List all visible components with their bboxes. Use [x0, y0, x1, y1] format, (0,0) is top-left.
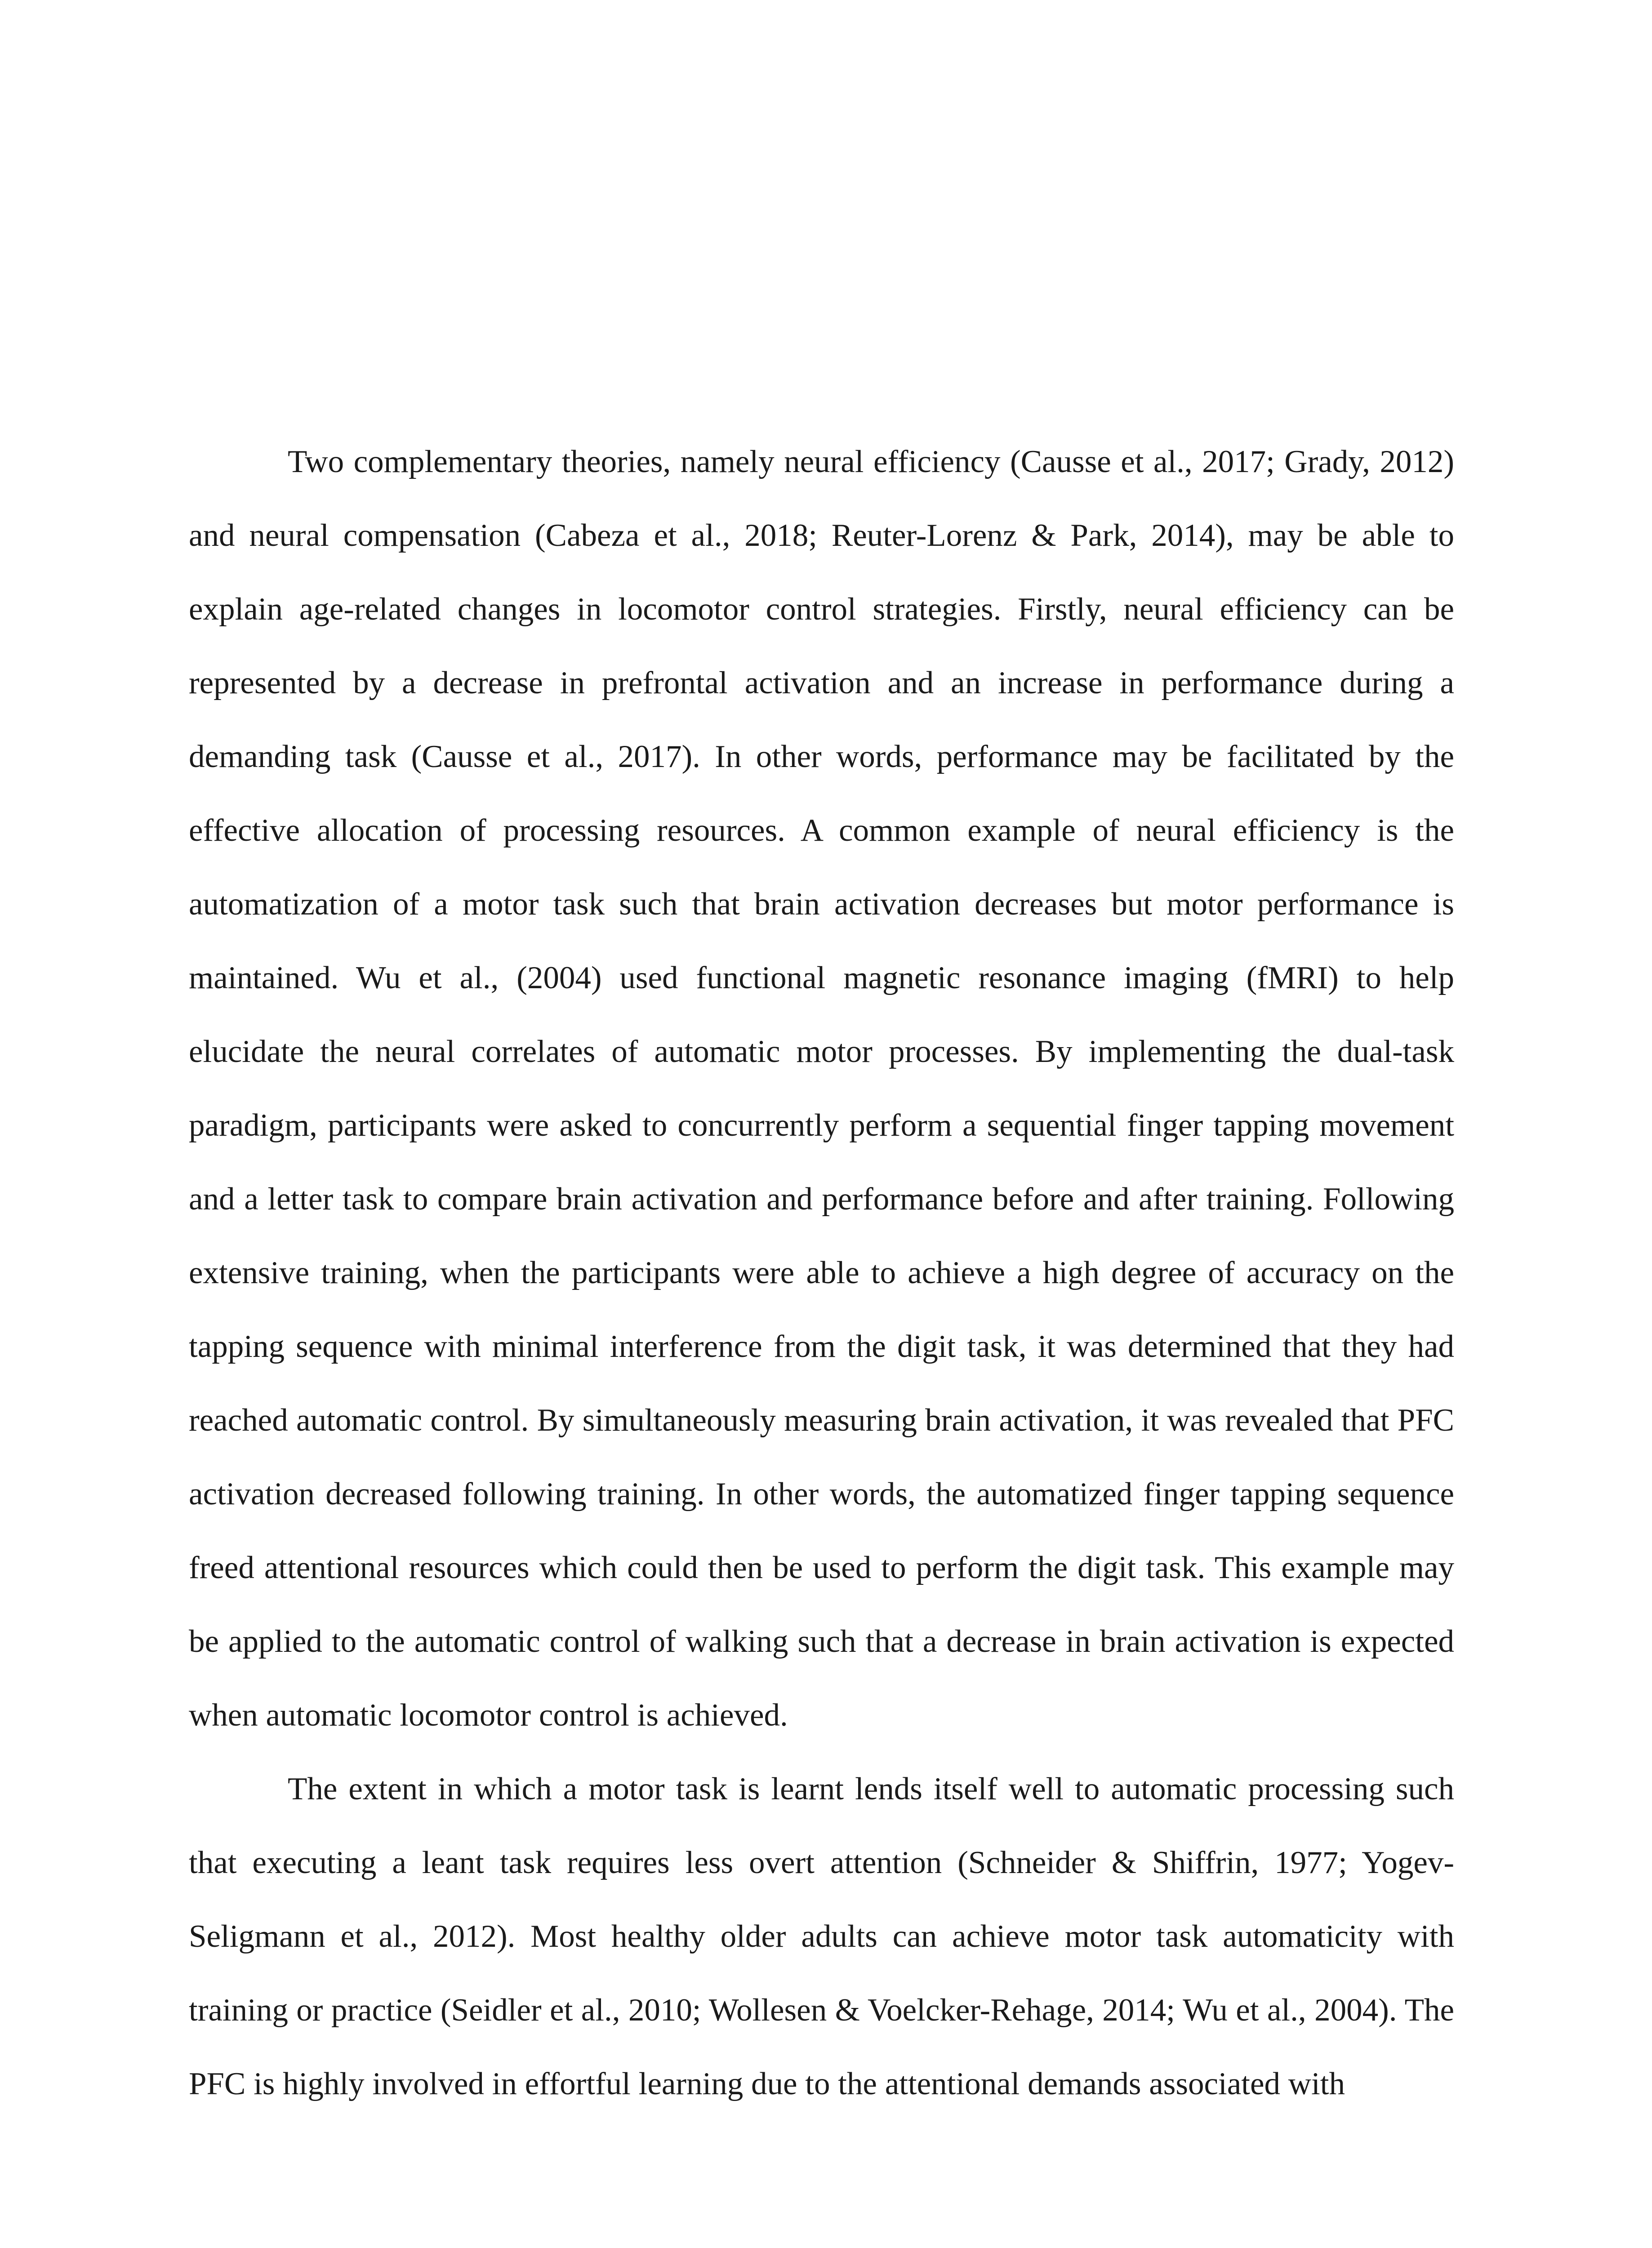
paragraph-motor-learning: The extent in which a motor task is learnt lends itself well to automatic processing such that executing a leant task requires less overt attention (Schneider & Shiffrin, 1977; Yogev-Seligmann et al., 2012). Most healthy older adults can achieve motor task automaticity with training or practice (Seidler et al., 2010; Wollesen & Voelcker-Rehage, 2014; Wu et al., 2004). The PFC is highly involved in effortful learning due to the attentional demands associated with: [189, 1771, 1454, 2101]
body-text: [189, 425, 1454, 2121]
paragraph-neural-efficiency: Two complementary theories, namely neural efficiency (Causse et al., 2017; Grady, 2012) and neural compensation (Cabeza et al., 2018; Reuter-Lorenz & Park, 2014), may be able to explain age-related changes in locomotor control strategies. Firstly, neural efficiency can be represented by a decrease in prefrontal activation and an increase in performance during a demanding task (Causse et al., 2017). In other words, performance may be facilitated by the effective allocation of processing resources. A common example of neural efficiency is the automatization of a motor task such that brain activation decreases but motor performance is maintained. Wu et al., (2004) used functional magnetic resonance imaging (fMRI) to help elucidate the neural correlates of automatic motor processes. By implementing the dual-task paradigm, participants were asked to concurrently perform a sequential finger tapping movement and a letter task to compare brain activation and performance before and after training. Following extensive training, when the participants were able to achieve a high degree of accuracy on the tapping sequence with minimal interference from the digit task, it was determined that they had reached automatic control. By simultaneously measuring brain activation, it was revealed that PFC activation decreased following training. In other words, the automatized finger tapping sequence freed attentional resources which could then be used to perform the digit task. This example may be applied to the automatic control of walking such that a decrease in brain activation is expected when automatic locomotor control is achieved.: [189, 444, 1454, 1733]
